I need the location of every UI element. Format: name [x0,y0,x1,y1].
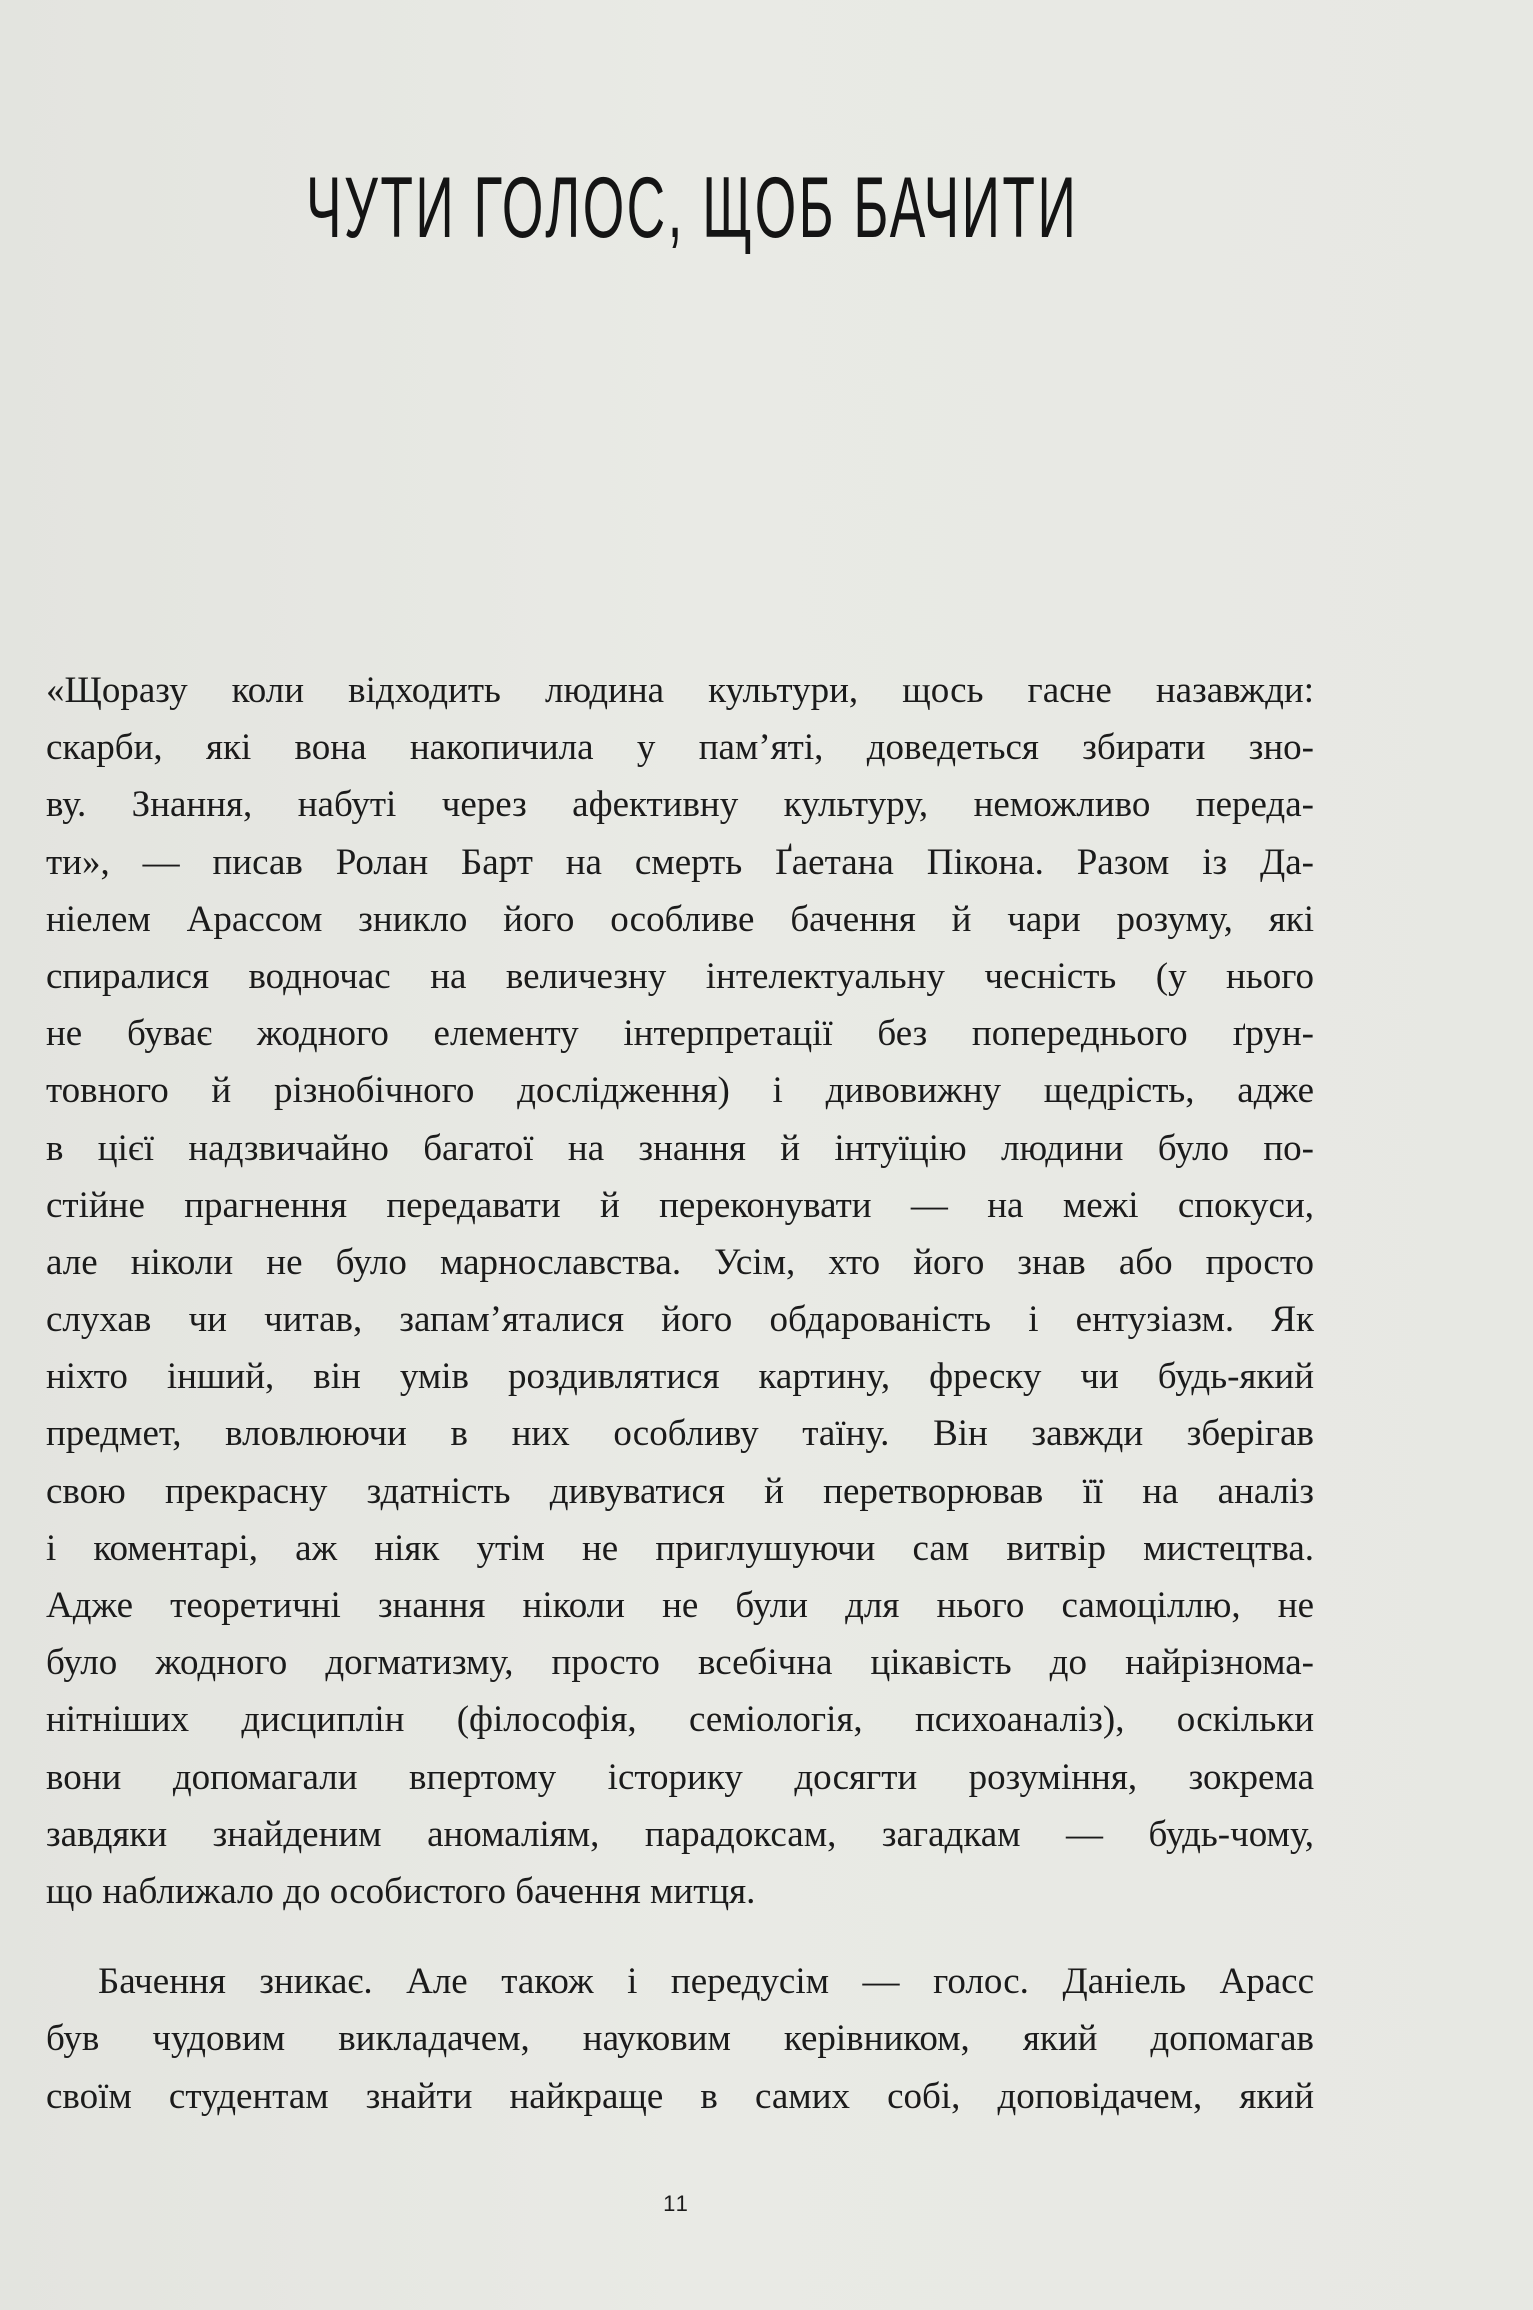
text-line: не буває жодного елементу інтерпретації без попереднього ґрун- [46,1013,1314,1055]
text-line: ніхто інший, він умів роздивлятися картину, фреску чи будь-який [46,1356,1314,1398]
text-line: Бачення зникає. Але також і передусім — голос. Даніель Арасс [98,1961,1314,2003]
text-line: свою прекрасну здатність дивуватися й перетворював її на аналіз [46,1470,1314,1512]
text-line: слухав чи читав, запам’яталися його обдарованість і ентузіазм. Як [46,1299,1314,1341]
body-text [46,662,1314,2125]
text-line: в цієї надзвичайно багатої на знання й інтуїцію людини було по- [46,1127,1314,1169]
text-line: товного й різнобічного дослідження) і дивовижну щедрість, адже [46,1070,1314,1112]
chapter-title: ЧУТИ ГОЛОС, ЩОБ БАЧИТИ [306,160,1079,256]
text-line: нітніших дисциплін (філософія, семіологія, психоаналіз), оскільки [46,1699,1314,1741]
text-line: що наближало до особистого бачення митця. [46,1870,756,1912]
text-line: ніелем Арассом зникло його особливе бачення й чари розуму, які [46,898,1314,940]
text-line: ти», — писав Ролан Барт на смерть Ґаетана Пікона. Разом із Да- [46,841,1314,883]
page-number: 11 [663,2191,690,2216]
text-line: «Щоразу коли відходить людина культури, щось гасне назавжди: [46,670,1314,711]
text-line: скарби, які вона накопичила у пам’яті, доведеться збирати зно- [46,727,1314,769]
text-line: своїм студентам знайти найкраще в самих собі, доповідачем, який [46,2075,1314,2117]
text-line: Адже теоретичні знання ніколи не були для нього самоціллю, не [46,1585,1314,1626]
text-line: вони допомагали впертому історику досягти розуміння, зокрема [46,1756,1314,1798]
text-line: ву. Знання, набуті через афективну культуру, неможливо переда- [46,784,1314,826]
text-line: але ніколи не було марнославства. Усім, хто його знав або просто [46,1241,1314,1283]
text-line: і коментарі, аж ніяк утім не приглушуючи сам витвір мистецтва. [46,1527,1314,1569]
text-line: було жодного догматизму, просто всебічна цікавість до найрізнома- [46,1642,1314,1684]
text-line: був чудовим викладачем, науковим керівником, який допомагав [46,2018,1314,2060]
text-line: стійне прагнення передавати й переконувати — на межі спокуси, [46,1184,1314,1226]
text-line: предмет, вловлюючи в них особливу таїну. Він завжди зберігав [46,1413,1314,1455]
paragraph-gap [46,1920,1314,1953]
text-line: завдяки знайденим аномаліям, парадоксам, загадкам — будь-чому, [46,1813,1314,1855]
text-line: спиралися водночас на величезну інтелектуальну чесність (у нього [46,955,1314,997]
